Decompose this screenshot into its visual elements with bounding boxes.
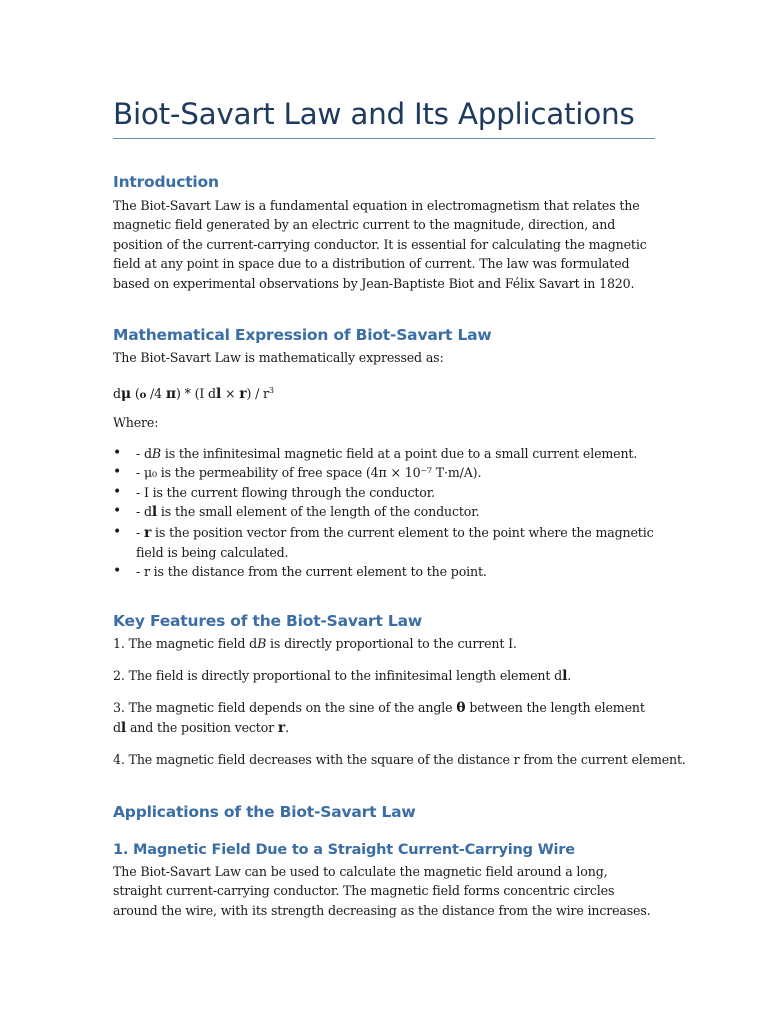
formula-l: l xyxy=(215,386,222,403)
formula-div4: /4 xyxy=(146,386,166,402)
formula-o: o xyxy=(139,390,147,402)
formula-rest1: ) * (I d xyxy=(175,386,216,402)
section-heading-math: Mathematical Expression of Biot-Savart Law xyxy=(113,326,492,344)
page-title: Biot-Savart Law and Its Applications xyxy=(113,92,655,139)
formula-rest2: ) / r xyxy=(246,386,269,402)
formula-d: d xyxy=(113,386,121,402)
biot-savart-formula xyxy=(113,381,658,406)
formula-cross: × xyxy=(221,386,240,402)
section-heading-introduction: Introduction xyxy=(113,173,219,191)
feature-item-4: 4. The magnetic field decreases with the square of the distance r from the current element. xyxy=(113,752,686,767)
feature-item-2: 2. The field is directly proportional to the infinitesimal length element dl. xyxy=(113,668,572,684)
list-item: • - r is the distance from the current element to the point. xyxy=(113,562,658,581)
where-label: Where: xyxy=(113,415,159,430)
list-item: • - r is the position vector from the current element to the point where the magnetic field is being calculated. xyxy=(113,523,654,561)
formula-r: r xyxy=(239,386,247,403)
bullet-icon: • xyxy=(113,445,122,461)
list-item: • - dl is the small element of the length of the conductor. xyxy=(113,503,480,521)
feature-item-3: 3. The magnetic field depends on the sine of the angle θ between the length element dl and the position vector r. xyxy=(113,700,645,737)
introduction-paragraph: The Biot-Savart Law is a fundamental equation in electromagnetism that relates the magnetic field generated by an electric current to the magnitude, direction, and position of the current-carrying conductor. It is essential for calculating the magnetic field at any point in space due to a distribution of current. The law was formulated based on experimental observations by Jean-Baptiste Biot and Félix Savart in 1820. xyxy=(113,198,647,291)
list-item: • - I is the current flowing through the conductor. xyxy=(113,483,658,502)
formula-pi: π xyxy=(165,386,176,403)
bullet-icon: • xyxy=(113,483,122,500)
definitions-list xyxy=(113,444,658,582)
bullet-icon: • xyxy=(113,503,122,520)
straight-wire-paragraph: The Biot-Savart Law can be used to calculate the magnetic field around a long, straight current-carrying conductor. The magnetic field forms concentric circles around the wire, with its strength decreasing as the distance from the wire increases. xyxy=(113,864,651,918)
formula-open: ( xyxy=(131,386,140,402)
list-item: • - μ₀ is the permeability of free space (4π × 10⁻⁷ T·m/A). xyxy=(113,463,658,482)
subsection-heading-straight-wire: 1. Magnetic Field Due to a Straight Current-Carrying Wire xyxy=(113,842,575,858)
bullet-icon: • xyxy=(113,464,122,481)
section-heading-applications: Applications of the Biot-Savart Law xyxy=(113,803,416,821)
bullet-icon: • xyxy=(113,563,122,580)
section-heading-features: Key Features of the Biot-Savart Law xyxy=(113,612,422,630)
bullet-icon: • xyxy=(113,523,122,540)
list-item: • - dB is the infinitesimal magnetic field at a point due to a small current element. xyxy=(113,444,658,463)
formula-mu: μ xyxy=(120,386,132,403)
formula-sup: 3 xyxy=(268,386,274,395)
feature-item-1: 1. The magnetic field dB is directly proportional to the current I. xyxy=(113,636,517,651)
math-intro-text: The Biot-Savart Law is mathematically expressed as: xyxy=(113,350,444,365)
